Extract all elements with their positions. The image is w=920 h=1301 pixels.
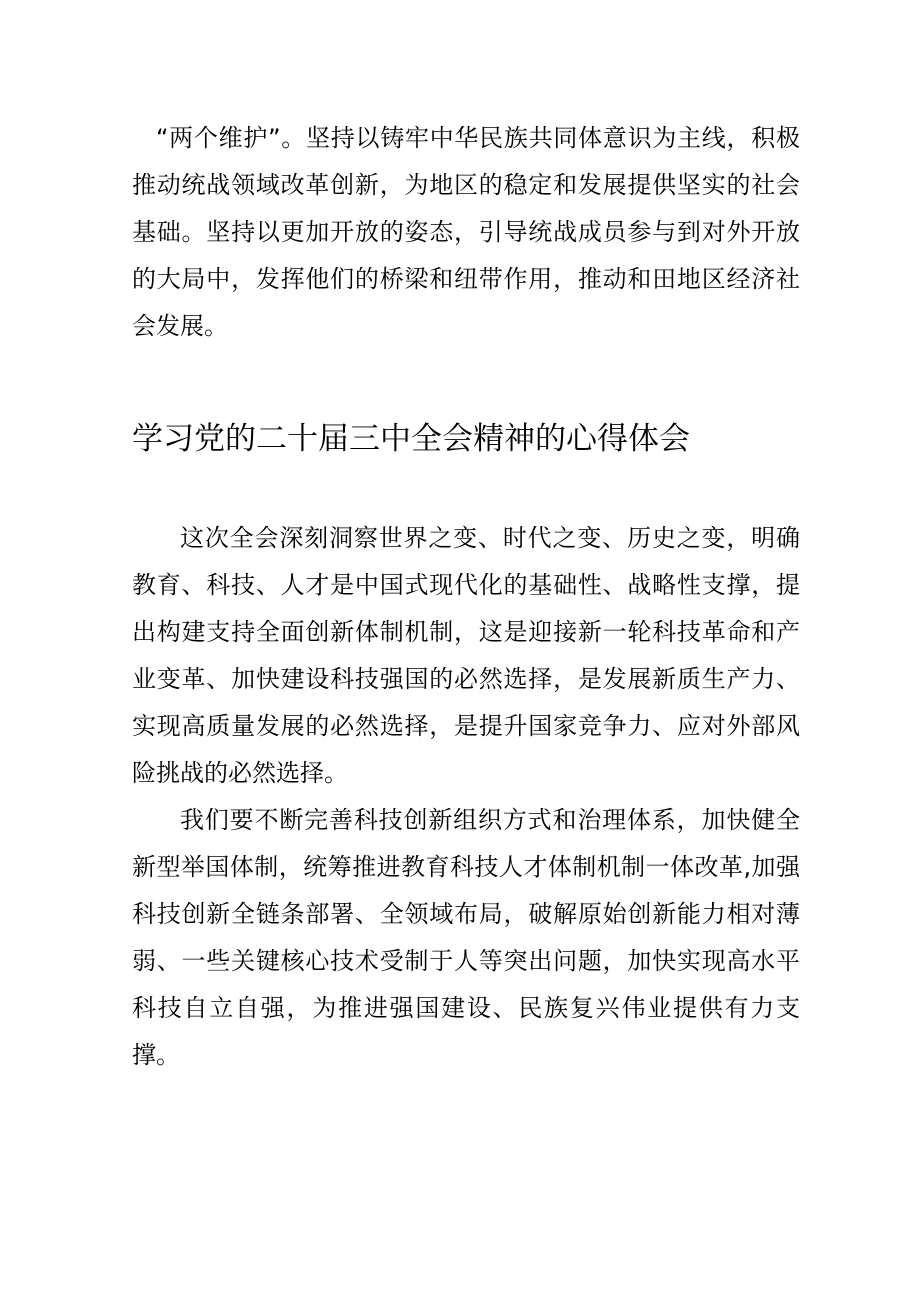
intro-paragraph: “两个维护”。坚持以铸牢中华民族共同体意识为主线，积极推动统战领域改革创新，为地区的稳定和发展提供坚实的社会基础。坚持以更加开放的姿态，引导统战成员参与到对外开放的大局中，发挥他们的桥梁和纽带作用，推动和田地区经济社会发展。 (132, 124, 800, 340)
body-paragraph-2: 我们要不断完善科技创新组织方式和治理体系，加快健全新型举国体制，统筹推进教育科技人才体制机制一体改革,加强科技创新全链条部署、全领域布局，破解原始创新能力相对薄弱、一些关键核心技术受制于人等突出问题，加快实现高水平科技自立自强，为推进强国建设、民族复兴伟业提供有力支撑。 (132, 806, 800, 1069)
document-body (132, 115, 800, 1079)
section-heading: 学习党的二十届三中全会精神的心得体会 (132, 421, 690, 457)
body-paragraph-1: 这次全会深刻洞察世界之变、时代之变、历史之变，明确教育、科技、人才是中国式现代化的基础性、战略性支撑，提出构建支持全面创新体制机制，这是迎接新一轮科技革命和产业变革、加快建设科技强国的必然选择，是发展新质生产力、实现高质量发展的必然选择，是提升国家竞争力、应对外部风险挑战的必然选择。 (132, 524, 800, 787)
